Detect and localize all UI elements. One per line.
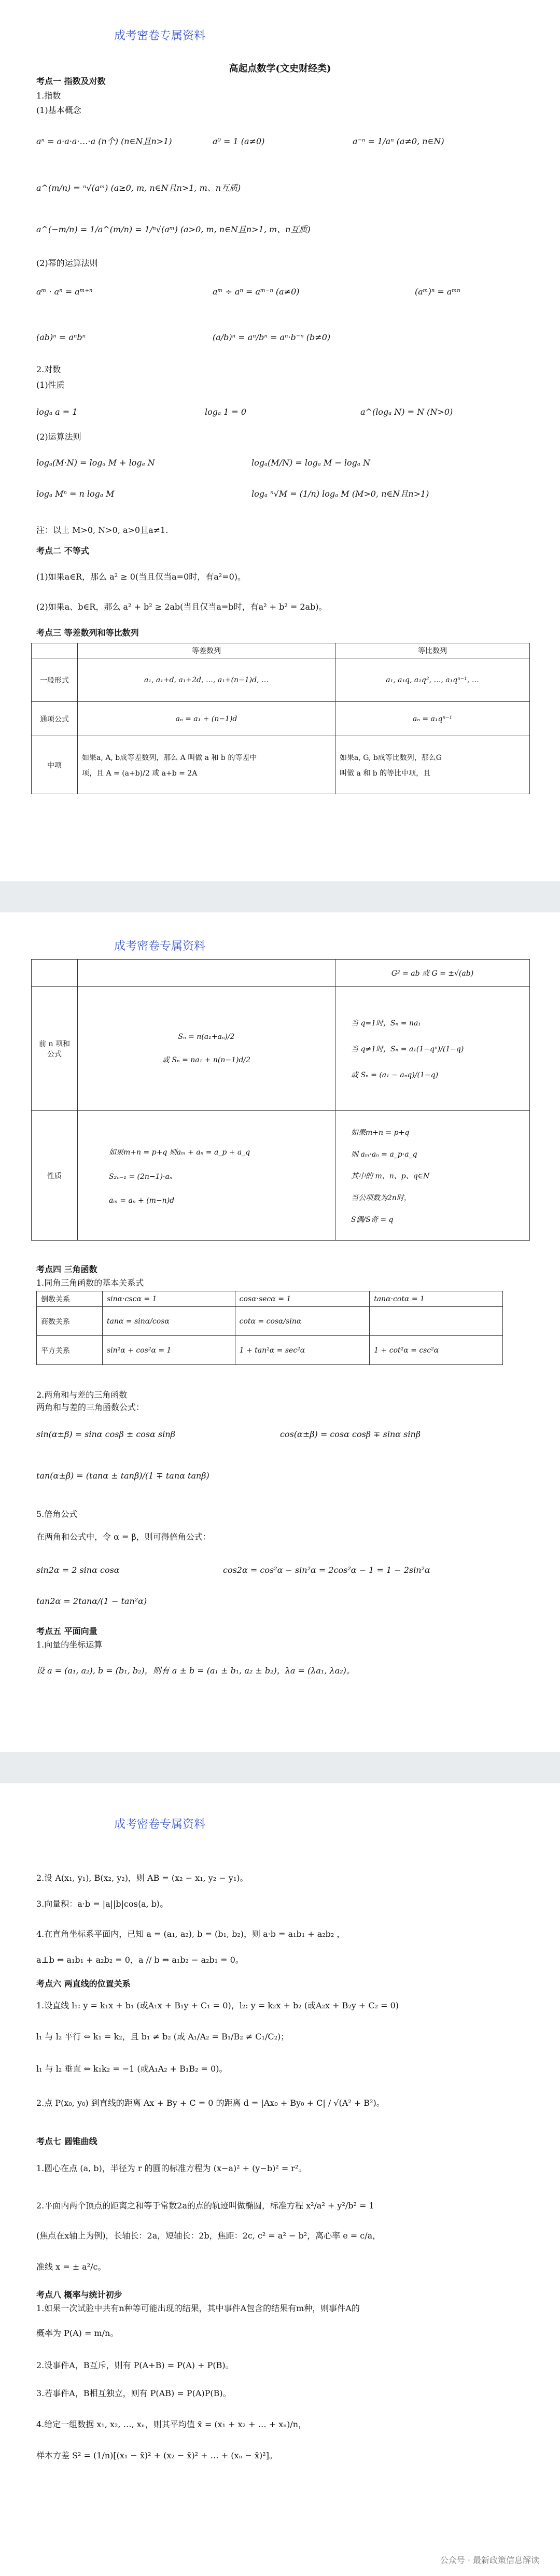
formula: 或 Sₙ = (a₁ − aₙq)/(1−q): [351, 1071, 439, 1079]
formula: 设 a = (a₁, a₂), b = (b₁, b₂)，则有 a ± b = (a₁ ± b₁, a₂ ± b₂)，λa = (λa₁, λa₂)。: [36, 1666, 355, 1676]
table-cell: [78, 987, 335, 1111]
formula: aᵐ · aⁿ = aᵐ⁺ⁿ: [36, 287, 93, 297]
sequence-table-continued: [31, 959, 530, 1241]
formula: 或 Sₙ = na₁ + n(n−1)d/2: [162, 1055, 251, 1064]
page-2: [0, 912, 560, 1752]
section-heading: 考点二 不等式: [36, 546, 89, 556]
formula: 4.给定一组数据 x₁, x₂, …, xₙ，则其平均值 x̄ = (x₁ + x₂ + … + xₙ)/n，: [36, 2419, 307, 2429]
table-cell: aₙ = a₁ + (n−1)d: [78, 702, 335, 736]
document-title: 高起点数学(文史财经类): [229, 63, 331, 74]
table-cell: 1 + tan²α = sec²α: [235, 1336, 370, 1365]
note-text: 注：以上 M>0, N>0, a>0且a≠1.: [36, 525, 169, 535]
formula: logₐ 1 = 0: [205, 407, 247, 417]
sequence-table: [31, 643, 530, 794]
formula: a⁰ = 1 (a≠0): [213, 136, 265, 146]
row-label: 平方关系: [37, 1336, 103, 1365]
column-header: 等差数列: [78, 643, 335, 658]
formula: 则 aₘ·aₙ = a_p·a_q: [351, 1150, 417, 1159]
formula: aᵐ ÷ aⁿ = aᵐ⁻ⁿ (a≠0): [213, 287, 300, 297]
page-1: [0, 0, 560, 881]
page-header: 成考密卷专属资料: [114, 1818, 206, 1831]
formula: Sₙ = n(a₁+aₙ)/2: [178, 1032, 235, 1041]
formula: cos2α = cos²α − sin²α = 2cos²α − 1 = 1 − 2sin²α: [223, 1565, 430, 1575]
page-header: 成考密卷专属资料: [114, 940, 206, 953]
table-cell: G² = ab 或 G = ±√(ab): [335, 960, 530, 987]
row-label: 一般形式: [32, 658, 78, 702]
formula: 如果m+n = p+q: [351, 1128, 410, 1137]
formula: (1)如果a∈R，那么 a² ≥ 0(当且仅当a=0时，有a²=0)。: [36, 572, 246, 582]
formula: a⁻ⁿ = 1/aⁿ (a≠0, n∈N): [353, 136, 444, 146]
formula: 概率为 P(A) = m/n。: [36, 2328, 119, 2338]
subheading: 2.两角和与差的三角函数: [36, 1390, 128, 1400]
page-header: 成考密卷专属资料: [114, 30, 206, 43]
table-cell: aₙ = a₁qⁿ⁻¹: [335, 702, 530, 736]
table-cell: [78, 736, 335, 794]
formula: 1.圆心在点 (a, b)，半径为 r 的圆的标准方程为 (x−a)² + (y−b)² = r²。: [36, 2163, 307, 2173]
formula: 2.平面内两个顶点的距离之和等于常数2a的点的轨迹叫做椭圆，标准方程 x²/a² + y²/b² = 1: [36, 2201, 374, 2211]
table-cell: 1 + cot²α = csc²α: [370, 1336, 503, 1365]
section-heading: 考点八 概率与统计初步: [36, 2290, 122, 2300]
row-label: 中项: [32, 736, 78, 794]
subheading: 1.向量的坐标运算: [36, 1640, 103, 1650]
subheading: (2)幂的运算法则: [36, 258, 98, 268]
section-heading: 考点三 等差数列和等比数列: [36, 628, 139, 638]
subheading: (1)基本概念: [36, 105, 81, 115]
cell-line: 项，且 A = (a+b)/2 或 a+b = 2A: [82, 769, 198, 778]
formula: (ab)ⁿ = aⁿbⁿ: [36, 332, 86, 342]
cell-line: 如果a, G, b成等比数列，那么G: [340, 753, 442, 762]
formula: aₘ = aₙ + (m−n)d: [109, 1196, 175, 1205]
table-cell: cotα = cosα/sinα: [235, 1307, 370, 1336]
section-heading: 考点一 指数及对数: [36, 76, 106, 86]
formula: a^(logₐ N) = N (N>0): [360, 407, 453, 417]
page-separator: [0, 1752, 560, 1783]
formula: 3.向量积：a·b = |a||b|cos⟨a, b⟩。: [36, 1899, 169, 1909]
formula: tan2α = 2tanα/(1 − tan²α): [36, 1596, 147, 1606]
formula: 3.若事件A，B相互独立，则有 P(AB) = P(A)P(B)。: [36, 2388, 231, 2398]
subheading: 1.指数: [36, 91, 61, 101]
section-heading: 考点七 圆锥曲线: [36, 2136, 97, 2146]
table-cell: a₁, a₁q, a₁q², …, a₁qⁿ⁻¹, …: [335, 658, 530, 702]
table-cell: tanα·cotα = 1: [370, 1291, 503, 1307]
formula: tan(α±β) = (tanα ± tanβ)/(1 ∓ tanα tanβ): [36, 1471, 209, 1481]
formula: 准线 x = ± a²/c。: [36, 2262, 106, 2272]
section-heading: 考点四 三角函数: [36, 1264, 97, 1274]
table-cell: [335, 987, 530, 1111]
formula: logₐ(M/N) = logₐ M − logₐ N: [251, 458, 370, 468]
formula: S₂ₙ₋₁ = (2n−1)·aₙ: [109, 1172, 173, 1181]
formula: S偶/S奇 = q: [351, 1215, 394, 1224]
section-heading: 考点六 两直线的位置关系: [36, 1979, 131, 1989]
column-header: 等比数列: [335, 643, 530, 658]
formula: 当 q≠1时，Sₙ = a₁(1−qⁿ)/(1−q): [351, 1045, 464, 1053]
formula: a⊥b ⇔ a₁b₁ + a₂b₂ = 0，a // b ⇔ a₁b₂ − a₂b₁ = 0。: [36, 1955, 244, 1965]
formula: 如果m+n = p+q 则aₘ + aₙ = a_p + a_q: [109, 1148, 250, 1157]
formula: logₐ(M·N) = logₐ M + logₐ N: [36, 458, 155, 468]
trig-identity-table: [36, 1291, 503, 1365]
subheading: 5.倍角公式: [36, 1509, 78, 1519]
subheading: 2.对数: [36, 364, 61, 374]
formula: (a/b)ⁿ = aⁿ/bⁿ = aⁿ·b⁻ⁿ (b≠0): [213, 332, 331, 342]
formula: 样本方差 S² = (1/n)[(x₁ − x̄)² + (x₂ − x̄)² + … + (xₙ − x̄)²]。: [36, 2451, 277, 2460]
formula: cos(α±β) = cosα cosβ ∓ sinα sinβ: [280, 1429, 421, 1439]
page-separator: [0, 881, 560, 912]
subheading: 两角和与差的三角函数公式：: [36, 1402, 145, 1412]
subheading: (2)运算法则: [36, 432, 81, 442]
formula: logₐ ⁿ√M = (1/n) logₐ M (M>0, n∈N且n>1): [251, 489, 429, 499]
row-label: 通项公式: [32, 702, 78, 736]
row-label: 性质: [32, 1111, 78, 1241]
formula: aⁿ = a·a·a·…·a (n个) (n∈N且n>1): [36, 136, 172, 146]
formula: 2.设事件A，B互斥，则有 P(A+B) = P(A) + P(B)。: [36, 2360, 234, 2370]
watermark-text: 公众号 · 最新政策信息解读: [440, 2555, 539, 2565]
formula: (2)如果a、b∈R，那么 a² + b² ≥ 2ab(当且仅当a=b时，有a² + b² = 2ab)。: [36, 602, 327, 612]
subheading: 在两角和公式中，令 α = β，则可得倍角公式：: [36, 1532, 211, 1542]
formula: 1.如果一次试验中共有n种等可能出现的结果，其中事件A包含的结果有m种，则事件A的: [36, 2303, 360, 2313]
formula: logₐ a = 1: [36, 407, 78, 417]
formula: (aᵐ)ⁿ = aᵐⁿ: [415, 287, 460, 297]
cell-line: 叫做 a 和 b 的等比中项，且: [340, 769, 431, 778]
formula: 当 q=1时，Sₙ = na₁: [351, 1019, 421, 1027]
table-cell: cosα·secα = 1: [235, 1291, 370, 1307]
table-cell: [335, 736, 530, 794]
section-heading: 考点五 平面向量: [36, 1626, 97, 1636]
formula: 2.设 A(x₁, y₁), B(x₂, y₂)，则 AB = (x₂ − x₁, y₂ − y₁)。: [36, 1873, 248, 1883]
subheading: 1.同角三角函数的基本关系式: [36, 1278, 144, 1288]
page-3: [0, 1783, 560, 2576]
row-label: 商数关系: [37, 1307, 103, 1336]
formula: 其中的 m、n、p、q∈N: [351, 1172, 430, 1180]
table-cell: [335, 1111, 530, 1241]
row-label: 前 n 项和公式: [32, 987, 78, 1111]
cell-line: 如果a, A, b成等差数列，那么 A 叫做 a 和 b 的等差中: [82, 753, 257, 762]
formula: a^(−m/n) = 1/a^(m/n) = 1/ⁿ√(aᵐ) (a>0, m, n∈N且n>1, m、n互质): [36, 224, 311, 234]
table-cell: sin²α + cos²α = 1: [103, 1336, 235, 1365]
subheading: (1)性质: [36, 380, 65, 390]
row-label: 倒数关系: [37, 1291, 103, 1307]
formula: sin2α = 2 sinα cosα: [36, 1565, 120, 1575]
formula: sin(α±β) = sinα cosβ ± cosα sinβ: [36, 1429, 175, 1439]
formula: 当公项数为2n时，: [351, 1193, 411, 1202]
table-cell: sinα·cscα = 1: [103, 1291, 235, 1307]
formula: 1.设直线 l₁: y = k₁x + b₁ (或A₁x + B₁y + C₁ = 0)，l₂: y = k₂x + b₂ (或A₂x + B₂y + C₂ = 0): [36, 2001, 399, 2010]
formula: (焦点在x轴上为例)，长轴长：2a，短轴长：2b，焦距：2c, c² = a² − b²，离心率 e = c/a，: [36, 2231, 381, 2241]
table-cell: tanα = sinα/cosα: [103, 1307, 235, 1336]
formula: l₁ 与 l₂ 垂直 ⇔ k₁k₂ = −1 (或A₁A₂ + B₁B₂ = 0)。: [36, 2064, 228, 2074]
formula: a^(m/n) = ⁿ√(aᵐ) (a≥0, m, n∈N且n>1, m、n互质): [36, 183, 241, 193]
formula: 4.在直角坐标系平面内，已知 a = (a₁, a₂), b = (b₁, b₂)，则 a·b = a₁b₁ + a₂b₂ ，: [36, 1929, 345, 1939]
formula: logₐ Mⁿ = n logₐ M: [36, 489, 115, 499]
formula: l₁ 与 l₂ 平行 ⇔ k₁ = k₂，且 b₁ ≠ b₂ (或 A₁/A₂ = B₁/B₂ ≠ C₁/C₂)；: [36, 2032, 289, 2042]
table-cell: a₁, a₁+d, a₁+2d, …, a₁+(n−1)d, …: [78, 658, 335, 702]
table-cell: [78, 1111, 335, 1241]
formula: 2.点 P(x₀, y₀) 到直线的距离 Ax + By + C = 0 的距离 d = |Ax₀ + By₀ + C| / √(A² + B²)。: [36, 2098, 385, 2108]
